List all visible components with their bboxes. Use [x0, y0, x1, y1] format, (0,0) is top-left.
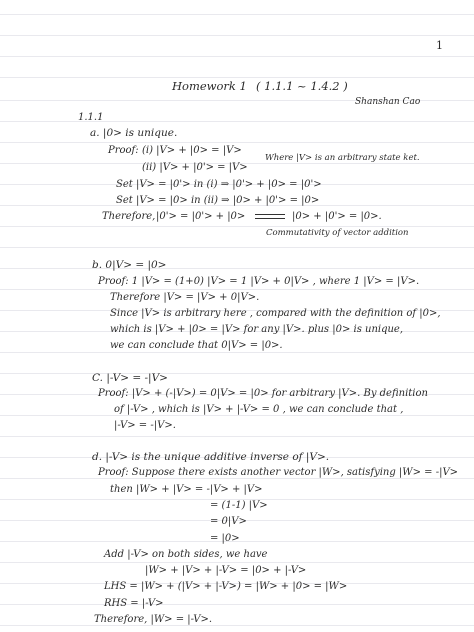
- part-b-line3: Since |V> is arbitrary here , compared with the definition of |0>,: [110, 308, 441, 319]
- part-c-line2: of |-V> , which is |V> + |-V> = 0 , we can conclude that ,: [114, 404, 404, 415]
- part-b-heading: b. 0|V> = |0>: [92, 259, 167, 271]
- page-range: ( 1.1.1 ~ 1.4.2 ): [256, 79, 348, 93]
- part-a-eq2: (ii) |V> + |0'> = |V>: [142, 162, 248, 173]
- part-d-heading: d. |-V> is the unique additive inverse of |V>.: [92, 451, 330, 463]
- part-a-heading: a. |0> is unique.: [90, 127, 178, 139]
- part-c-line3: |-V> = -|V>.: [114, 420, 176, 431]
- part-b-line5: we can conclude that 0|V> = |0>.: [110, 340, 283, 351]
- page-number: 1: [436, 39, 443, 52]
- part-d-line7: |W> + |V> + |-V> = |0> + |-V>: [145, 565, 307, 576]
- part-c-heading: C. |-V> = -|V>: [92, 372, 168, 384]
- part-b-line4: which is |V> + |0> = |V> for any |V>. plus |0> is unique,: [110, 324, 404, 335]
- part-c-proof: Proof: |V> + (-|V>) = 0|V> = |0> for arbitrary |V>. By definition: [98, 388, 428, 399]
- section-number: 1.1.1: [78, 112, 104, 123]
- page-title: Homework 1: [172, 79, 247, 93]
- part-d-line2: then |W> + |V> = -|V> + |V>: [110, 484, 263, 495]
- part-a-eq1: (i) |V> + |0> = |V>: [142, 145, 242, 156]
- author-name: Shanshan Cao: [355, 97, 421, 107]
- equals-arrow-bottom: [255, 218, 285, 219]
- part-d-line9: RHS = |-V>: [104, 598, 164, 609]
- part-d-line5: = |0>: [210, 533, 240, 544]
- part-d-proof: Proof: Suppose there exists another vector |W>, satisfying |W> = -|V>: [98, 467, 459, 478]
- part-a-note: Where |V> is an arbitrary state ket.: [265, 153, 420, 163]
- part-b-proof: Proof: 1 |V> = (1+0) |V> = 1 |V> + 0|V> , where 1 |V> = |V>.: [98, 276, 420, 287]
- part-d-line6: Add |-V> on both sides, we have: [104, 549, 268, 560]
- equals-arrow-top: [255, 214, 285, 215]
- part-a-set2: Set |V> = |0> in (ii) ⇒ |0> + |0'> = |0>: [116, 195, 320, 206]
- part-d-line10: Therefore, |W> = |-V>.: [94, 614, 213, 625]
- part-a-therefore-label: Therefore,: [102, 211, 156, 222]
- part-d-line4: = 0|V>: [210, 516, 247, 527]
- part-d-line8: LHS = |W> + (|V> + |-V>) = |W> + |0> = |W>: [104, 581, 348, 592]
- part-d-line3: = (1-1) |V>: [210, 500, 268, 511]
- part-b-line2: Therefore |V> = |V> + 0|V>.: [110, 292, 260, 303]
- part-a-proof-label: Proof:: [108, 145, 139, 156]
- part-a-therefore-eq2: |0> + |0'> = |0>.: [292, 211, 382, 222]
- part-a-set1: Set |V> = |0'> in (i) ⇒ |0'> + |0> = |0'>: [116, 179, 322, 190]
- part-a-therefore-eq: |0'> = |0'> + |0>: [156, 211, 246, 222]
- part-a-commutativity: Commutativity of vector addition: [266, 228, 409, 238]
